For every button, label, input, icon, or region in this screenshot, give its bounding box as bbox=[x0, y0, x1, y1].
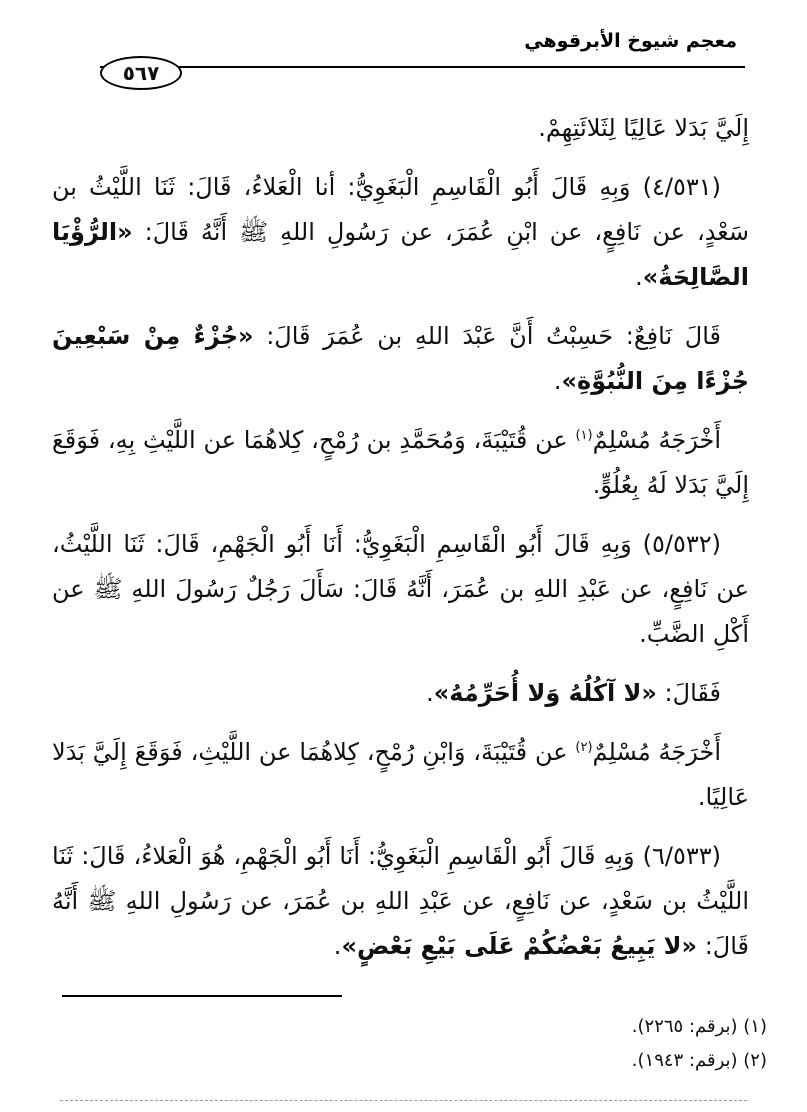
paragraph-text: (٥/٥٣٢) وَبِهِ قَالَ أَبُو الْقَاسِمِ الْبَغَوِيُّ: أَنَا أَبُو الْجَهْمِ، قَالَ: ثَنَا اللَّيْثُ، عن نَافِعٍ، عن عَبْدِ اللهِ بن عُمَرَ، أَنَّهُ قَالَ: سَأَلَ رَجُلٌ رَسُولَ اللهِ ﷺ عن أَكْلِ الضَّبِّ. bbox=[52, 530, 749, 648]
paragraph-text: أَخْرَجَهُ مُسْلِمٌ bbox=[592, 738, 722, 766]
body-text bbox=[52, 106, 749, 983]
hadith-533 bbox=[52, 834, 749, 969]
hadith-quote: «لا آكُلُهُ وَلا أُحَرِّمُهُ» bbox=[433, 679, 657, 707]
page-number: ٥٦٧ bbox=[100, 56, 182, 90]
paragraph-end: . bbox=[426, 679, 434, 707]
paragraph-text: إِلَيَّ بَدَلا عَالِيًا لِثَلائَتِهِمْ. bbox=[538, 114, 749, 142]
paragraph-text: (٤/٥٣١) وَبِهِ قَالَ أَبُو الْقَاسِمِ الْبَغَوِيُّ: أنا الْعَلاءُ، قَالَ: ثَنَا اللَّيْثُ بن سَعْدٍ، عن نَافِعٍ، عن ابْنِ عُمَرَ، عن رَسُولِ اللهِ ﷺ أَنَّهُ قَالَ: bbox=[52, 173, 749, 246]
hadith-quote: «لا يَبِيعُ بَعْضُكُمْ عَلَى بَيْعِ بَعْضٍ» bbox=[341, 932, 698, 960]
footnotes bbox=[300, 1010, 767, 1078]
paragraph bbox=[52, 106, 749, 151]
paragraph bbox=[52, 314, 749, 404]
footnote-ref[interactable]: (٢) bbox=[575, 740, 593, 755]
paragraph bbox=[52, 671, 749, 716]
paragraph-text: أَخْرَجَهُ مُسْلِمٌ bbox=[592, 426, 721, 454]
header-rule bbox=[100, 66, 745, 68]
paragraph-text: قَالَ نَافِعٌ: حَسِبْتُ أَنَّ عَبْدَ اللهِ بن عُمَرَ قَالَ: bbox=[253, 322, 721, 350]
hadith-quote: «الرُّؤْيَا الصَّالِحَةُ» bbox=[52, 218, 749, 291]
footnote-2: (٢) (برقم: ١٩٤٣). bbox=[631, 1050, 767, 1071]
page-bottom-edge bbox=[60, 1100, 747, 1101]
hadith-531 bbox=[52, 165, 749, 300]
running-title: معجم شيوخ الأبرقوهي bbox=[524, 30, 737, 52]
paragraph-end: عن قُتَيْبَةَ، وَابْنِ رُمْحٍ، كِلاهُمَا عن اللَّيْثِ، فَوَقَعَ إِلَيَّ بَدَلا عَالِيًا. bbox=[52, 738, 749, 811]
paragraph-text: فَقَالَ: bbox=[656, 679, 721, 707]
hadith-532 bbox=[52, 522, 749, 657]
footnote-ref[interactable]: (١) bbox=[575, 428, 593, 443]
paragraph-end: . bbox=[635, 263, 643, 291]
paragraph-end: . bbox=[333, 932, 342, 960]
takhrij-paragraph bbox=[52, 730, 749, 820]
paragraph-end: عن قُتَيْبَةَ، وَمُحَمَّدِ بن رُمْحٍ، كِلاهُمَا عن اللَّيْثِ بِهِ، فَوَقَعَ إِلَيَّ بَدَلا لَهُ بِعُلُوٍّ. bbox=[52, 426, 749, 499]
footnote-1: (١) (برقم: ٢٢٦٥). bbox=[631, 1016, 767, 1037]
takhrij-paragraph bbox=[52, 418, 749, 508]
paragraph-text: (٦/٥٣٣) وَبِهِ قَالَ أَبُو الْقَاسِمِ الْبَغَوِيُّ: أَنَا أَبُو الْجَهْمِ، هُوَ الْعَلاءُ، قَالَ: ثَنَا اللَّيْثُ بن سَعْدٍ، عن نَافِعٍ، عن عَبْدِ اللهِ بن عُمَرَ، عن رَسُولِ اللهِ ﷺ أَنَّهُ قَالَ: bbox=[52, 842, 749, 960]
paragraph-end: . bbox=[553, 367, 562, 395]
hadith-quote: «جُزْءٌ مِنْ سَبْعِينَ جُزْءًا مِنَ النُّبُوَّةِ» bbox=[52, 322, 749, 395]
footnote-rule bbox=[62, 995, 342, 997]
